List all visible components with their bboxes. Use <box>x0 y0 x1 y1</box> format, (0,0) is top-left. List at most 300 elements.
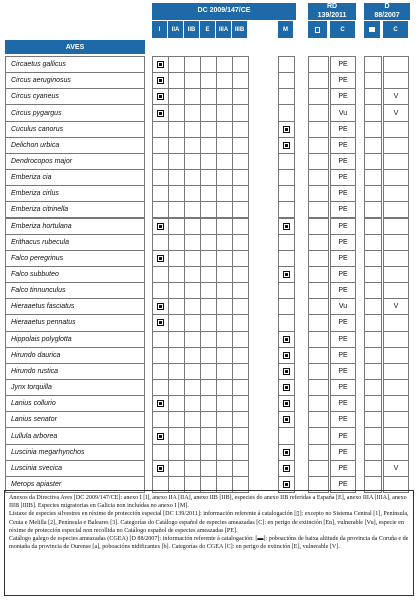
dc-cell <box>200 169 217 186</box>
dc-cell <box>152 234 169 251</box>
d-category-cell <box>383 444 409 461</box>
dc-cell <box>200 363 217 380</box>
dc-cell <box>232 104 249 121</box>
checkbox-marked-icon <box>283 352 290 359</box>
d-cal-cell <box>364 427 382 444</box>
d-cal-cell <box>364 169 382 186</box>
checkbox-marked-icon <box>157 77 164 84</box>
dc-cell <box>232 411 249 428</box>
checkbox-marked-icon <box>157 93 164 100</box>
dc-cell <box>232 395 249 412</box>
rd-doc-cell <box>308 185 329 202</box>
doc-icon <box>308 21 327 38</box>
dc-cell <box>200 427 217 444</box>
dc-cell <box>184 460 201 477</box>
dc-cell <box>278 331 295 348</box>
d-cal-cell <box>364 395 382 412</box>
dc-cell <box>232 331 249 348</box>
dc-cell <box>278 121 295 138</box>
dc-col-iiia: IIIA <box>216 21 231 38</box>
dc-cell <box>278 88 295 105</box>
dc-cell <box>216 185 233 202</box>
rd-doc-cell <box>308 298 329 315</box>
dc-col-m: M <box>278 21 293 38</box>
dc-cell <box>168 218 185 235</box>
dc-cell <box>200 153 217 170</box>
rd-doc-cell <box>308 427 329 444</box>
dc-cell <box>184 56 201 73</box>
dc-cell <box>216 137 233 154</box>
d-cal-cell <box>364 282 382 299</box>
checkbox-marked-icon <box>283 416 290 423</box>
dc-cell <box>278 298 295 315</box>
dc-cell <box>184 250 201 267</box>
species-name: Lullula arborea <box>5 427 145 444</box>
d-col-c: C <box>383 21 408 38</box>
dc-cell <box>184 234 201 251</box>
d-cal-cell <box>364 411 382 428</box>
dc-cell <box>152 56 169 73</box>
dc-cell <box>278 411 295 428</box>
checkbox-marked-icon <box>283 223 290 230</box>
dc-cell <box>232 185 249 202</box>
dc-cell <box>200 218 217 235</box>
d-cal-cell <box>364 137 382 154</box>
rd-doc-cell <box>308 379 329 396</box>
dc-cell <box>168 201 185 218</box>
rd-doc-cell <box>308 411 329 428</box>
dc-cell <box>152 314 169 331</box>
dc-cell <box>168 266 185 283</box>
dc-cell <box>152 153 169 170</box>
species-name: Erithacus rubecula <box>5 234 145 251</box>
dc-cell <box>200 137 217 154</box>
species-name: Hirundo rustica <box>5 363 145 380</box>
dc-cell <box>168 363 185 380</box>
d-category-cell <box>383 411 409 428</box>
rd-category-cell: PE <box>330 266 356 283</box>
dc-cell <box>184 363 201 380</box>
checkbox-marked-icon <box>157 223 164 230</box>
checkbox-marked-icon <box>157 110 164 117</box>
d-category-cell: V <box>383 460 409 477</box>
dc-cell <box>200 56 217 73</box>
rd-category-cell: PE <box>330 331 356 348</box>
dc-cell <box>200 314 217 331</box>
d-cal-cell <box>364 379 382 396</box>
dc-cell <box>168 72 185 89</box>
d-category-cell <box>383 153 409 170</box>
dc-cell <box>184 185 201 202</box>
dc-cell <box>184 395 201 412</box>
dc-cell <box>152 266 169 283</box>
species-name: Hippolais polyglotta <box>5 331 145 348</box>
dc-cell <box>200 331 217 348</box>
rd-category-cell: PE <box>330 476 356 493</box>
dc-cell <box>184 153 201 170</box>
dc-cell <box>232 153 249 170</box>
dc-cell <box>278 395 295 412</box>
dc-col-iiib: IIIB <box>232 21 247 38</box>
dc-cell <box>216 169 233 186</box>
dc-cell <box>216 153 233 170</box>
dc-col-i: I <box>152 21 167 38</box>
checkbox-marked-icon <box>283 336 290 343</box>
dc-cell <box>200 379 217 396</box>
d-cal-cell <box>364 104 382 121</box>
dc-cell <box>278 72 295 89</box>
dc-cell <box>168 153 185 170</box>
d-cal-cell <box>364 201 382 218</box>
rd-category-cell: PE <box>330 169 356 186</box>
species-name: Emberiza citrinella <box>5 201 145 218</box>
dc-cell <box>278 218 295 235</box>
dc-cell <box>232 218 249 235</box>
dc-cell <box>200 395 217 412</box>
dc-cell <box>278 379 295 396</box>
dc-cell <box>232 169 249 186</box>
dc-cell <box>278 347 295 364</box>
dc-cell <box>168 395 185 412</box>
dc-cell <box>152 298 169 315</box>
checkbox-marked-icon <box>283 384 290 391</box>
footnote-d: Catálogo galego de especies ameazadas (CGEA) [D 88/2007]: información referente á catalogación: [▬]: poboacións de baixa altitude da provincia da Coruña e de montaña da provincia de Ourense [a], poboacións nidificantes [b]. Categorías do CGEA [C]: en perigo de extinción [E], vulnerable [V]. <box>9 536 409 551</box>
rd-doc-cell <box>308 363 329 380</box>
dc-cell <box>216 88 233 105</box>
dc-cell <box>184 88 201 105</box>
species-name: Luscinia megarhynchos <box>5 444 145 461</box>
species-name: Jynx torquilla <box>5 379 145 396</box>
dc-cell <box>152 250 169 267</box>
dc-cell <box>168 411 185 428</box>
checkbox-marked-icon <box>283 400 290 407</box>
rd-category-cell: PE <box>330 218 356 235</box>
dc-cell <box>152 137 169 154</box>
dc-cell <box>168 56 185 73</box>
dc-cell <box>232 266 249 283</box>
dc-cell <box>278 266 295 283</box>
dc-cell <box>184 104 201 121</box>
checkbox-marked-icon <box>157 433 164 440</box>
d-category-cell <box>383 137 409 154</box>
d-category-cell: V <box>383 104 409 121</box>
dc-cell <box>232 444 249 461</box>
dc-cell <box>200 460 217 477</box>
dc-cell <box>278 185 295 202</box>
d-cal-cell <box>364 121 382 138</box>
dc-cell <box>168 169 185 186</box>
rd-doc-cell <box>308 104 329 121</box>
calendar-icon <box>364 21 380 38</box>
rd-category-cell: PE <box>330 153 356 170</box>
rd-col-c: C <box>330 21 355 38</box>
dc-cell <box>232 88 249 105</box>
dc-cell <box>216 104 233 121</box>
dc-cell <box>200 282 217 299</box>
d-cal-cell <box>364 298 382 315</box>
dc-cell <box>184 331 201 348</box>
dc-cell <box>278 234 295 251</box>
rd-category-cell: PE <box>330 347 356 364</box>
dc-cell <box>278 169 295 186</box>
species-name: Lanius senator <box>5 411 145 428</box>
dc-cell <box>200 72 217 89</box>
checkbox-marked-icon <box>157 465 164 472</box>
dc-cell <box>216 266 233 283</box>
d-cal-cell <box>364 347 382 364</box>
checkbox-marked-icon <box>283 368 290 375</box>
d-cal-cell <box>364 218 382 235</box>
dc-cell <box>278 282 295 299</box>
dc-cell <box>152 331 169 348</box>
rd-category-cell: PE <box>330 379 356 396</box>
d-category-cell <box>383 347 409 364</box>
dc-cell <box>184 169 201 186</box>
d-category-cell <box>383 121 409 138</box>
dc-cell <box>232 234 249 251</box>
dc-cell <box>232 298 249 315</box>
dc-cell <box>184 72 201 89</box>
dc-cell <box>152 72 169 89</box>
rd-doc-cell <box>308 153 329 170</box>
dc-cell <box>232 137 249 154</box>
checkbox-marked-icon <box>157 61 164 68</box>
dc-cell <box>216 298 233 315</box>
dc-cell <box>200 201 217 218</box>
d-category-cell <box>383 331 409 348</box>
dc-cell <box>152 460 169 477</box>
rd-doc-cell <box>308 314 329 331</box>
rd-category-cell: PE <box>330 201 356 218</box>
checkbox-marked-icon <box>283 481 290 488</box>
d-cal-cell <box>364 250 382 267</box>
dc-cell <box>168 88 185 105</box>
dc-cell <box>152 411 169 428</box>
dc-cell <box>278 56 295 73</box>
dc-cell <box>168 282 185 299</box>
dc-cell <box>184 282 201 299</box>
rd-category-cell: PE <box>330 460 356 477</box>
checkbox-marked-icon <box>157 255 164 262</box>
dc-cell <box>168 331 185 348</box>
dc-col-iia: IIA <box>168 21 183 38</box>
d-category-cell <box>383 201 409 218</box>
dc-cell <box>200 104 217 121</box>
dc-cell <box>168 379 185 396</box>
rd-category-cell: PE <box>330 282 356 299</box>
rd-category-cell: PE <box>330 234 356 251</box>
checkbox-marked-icon <box>283 449 290 456</box>
rd-doc-cell <box>308 395 329 412</box>
dc-cell <box>278 250 295 267</box>
dc-cell <box>200 234 217 251</box>
dc-cell <box>232 427 249 444</box>
dc-cell <box>184 218 201 235</box>
dc-cell <box>168 427 185 444</box>
dc-cell <box>216 282 233 299</box>
rd-doc-cell <box>308 460 329 477</box>
dc-cell <box>278 201 295 218</box>
rd-category-cell: PE <box>330 88 356 105</box>
d-category-cell <box>383 185 409 202</box>
species-name: Falco peregrinus <box>5 250 145 267</box>
dc-cell <box>216 363 233 380</box>
rd-doc-cell <box>308 266 329 283</box>
checkbox-marked-icon <box>283 271 290 278</box>
species-name: Falco subbuteo <box>5 266 145 283</box>
species-name: Circaetus gallicus <box>5 56 145 73</box>
dc-col-iib: IIB <box>184 21 199 38</box>
species-name: Falco tinnunculus <box>5 282 145 299</box>
d-category-cell <box>383 218 409 235</box>
dc-cell <box>184 137 201 154</box>
dc-cell <box>200 411 217 428</box>
rd-category-cell: PE <box>330 185 356 202</box>
d-category-cell <box>383 379 409 396</box>
dc-col-e: E <box>200 21 215 38</box>
dc-cell <box>168 185 185 202</box>
dc-cell <box>200 347 217 364</box>
dc-cell <box>278 460 295 477</box>
dc-cell <box>152 347 169 364</box>
dc-cell <box>152 218 169 235</box>
d-category-cell <box>383 363 409 380</box>
dc-cell <box>184 411 201 428</box>
checkbox-marked-icon <box>283 465 290 472</box>
rd-doc-cell <box>308 121 329 138</box>
checkbox-marked-icon <box>283 126 290 133</box>
dc-cell <box>278 363 295 380</box>
dc-cell <box>184 379 201 396</box>
species-name: Emberiza cia <box>5 169 145 186</box>
dc-cell <box>278 104 295 121</box>
dc-cell <box>152 427 169 444</box>
rd-category-cell: Vu <box>330 298 356 315</box>
dc-cell <box>184 298 201 315</box>
rd-category-cell: PE <box>330 411 356 428</box>
rd-category-cell: PE <box>330 56 356 73</box>
footnote-dc: Anexos da Directiva Aves [DC 2009/147/CE]: anexo I [I], anexo IIA [IIA], anexo IIB [IIB], especies do anexo IIB referidas a España [E], anexo IIIA [IIIA], anexo IIIB [IIIB]. Especies migratorias en Galicia non incluídas no anexo I [M]. <box>9 495 407 510</box>
species-name: Emberiza hortulana <box>5 218 145 235</box>
rd-doc-cell <box>308 201 329 218</box>
dc-cell <box>152 169 169 186</box>
dc-cell <box>216 234 233 251</box>
dc-cell <box>152 282 169 299</box>
species-name: Merops apiaster <box>5 476 145 493</box>
d-cal-cell <box>364 88 382 105</box>
dc-cell <box>200 185 217 202</box>
dc-cell <box>200 266 217 283</box>
dc-cell <box>216 411 233 428</box>
rd-category-cell: PE <box>330 250 356 267</box>
rd-category-cell: PE <box>330 363 356 380</box>
dc-cell <box>232 460 249 477</box>
dc-cell <box>152 395 169 412</box>
dc-cell <box>216 395 233 412</box>
dc-cell <box>232 72 249 89</box>
dc-cell <box>184 266 201 283</box>
d-cal-cell <box>364 266 382 283</box>
dc-cell <box>216 201 233 218</box>
doc-icon <box>315 27 320 33</box>
rd-doc-cell <box>308 72 329 89</box>
checkbox-marked-icon <box>157 319 164 326</box>
dc-cell <box>168 298 185 315</box>
dc-cell <box>168 121 185 138</box>
species-name: Hieraaetus pennatus <box>5 314 145 331</box>
dc-cell <box>232 201 249 218</box>
dc-cell <box>278 314 295 331</box>
rd-doc-cell <box>308 137 329 154</box>
dc-cell <box>184 314 201 331</box>
species-name: Dendrocopos major <box>5 153 145 170</box>
dc-cell <box>168 137 185 154</box>
rd-doc-cell <box>308 282 329 299</box>
d-category-cell <box>383 314 409 331</box>
rd-doc-cell <box>308 56 329 73</box>
dc-cell <box>216 56 233 73</box>
dc-cell <box>278 153 295 170</box>
d-header: D 88/2007 <box>364 3 410 20</box>
dc-cell <box>184 444 201 461</box>
dc-cell <box>216 427 233 444</box>
dc-cell <box>152 121 169 138</box>
dc-cell <box>216 250 233 267</box>
dc-cell <box>200 298 217 315</box>
d-cal-cell <box>364 314 382 331</box>
species-name: Circus cyaneus <box>5 88 145 105</box>
dc-cell <box>152 444 169 461</box>
checkbox-marked-icon <box>157 400 164 407</box>
dc-cell <box>200 250 217 267</box>
dc-cell <box>168 234 185 251</box>
dc-cell <box>232 250 249 267</box>
species-name: Lanius collurio <box>5 395 145 412</box>
dc-cell <box>232 363 249 380</box>
d-category-cell <box>383 250 409 267</box>
d-cal-cell <box>364 363 382 380</box>
d-category-cell: V <box>383 298 409 315</box>
dc-cell <box>152 379 169 396</box>
species-name: Circus aeruginosus <box>5 72 145 89</box>
dc-header: DC 2009/147/CE <box>152 3 296 20</box>
rd-category-cell: Vu <box>330 104 356 121</box>
dc-cell <box>232 282 249 299</box>
dc-cell <box>216 72 233 89</box>
dc-cell <box>232 121 249 138</box>
rd-category-cell: PE <box>330 72 356 89</box>
d-category-cell <box>383 169 409 186</box>
checkbox-marked-icon <box>283 142 290 149</box>
rd-doc-cell <box>308 234 329 251</box>
dc-cell <box>184 121 201 138</box>
rd-doc-cell <box>308 347 329 364</box>
dc-cell <box>216 379 233 396</box>
dc-cell <box>168 347 185 364</box>
dc-cell <box>232 379 249 396</box>
dc-cell <box>200 121 217 138</box>
dc-cell <box>152 185 169 202</box>
d-cal-cell <box>364 185 382 202</box>
rd-category-cell: PE <box>330 121 356 138</box>
dc-cell <box>152 201 169 218</box>
species-name: Hieraaetus fasciatus <box>5 298 145 315</box>
d-category-cell <box>383 72 409 89</box>
rd-category-cell: PE <box>330 427 356 444</box>
dc-cell <box>216 331 233 348</box>
aves-label: AVES <box>5 40 145 54</box>
dc-cell <box>216 218 233 235</box>
